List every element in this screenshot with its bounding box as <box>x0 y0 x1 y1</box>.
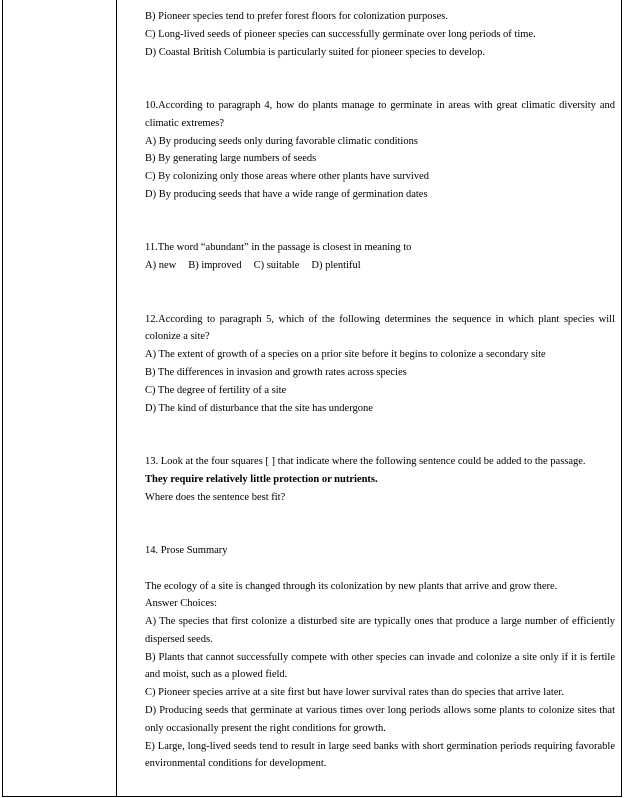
q14-choice-d: D) Producing seeds that germinate at various times over long periods allows some plants to colonize sites that only occasionally present the right conditions for growth. <box>145 705 615 734</box>
q12-question: 12.According to paragraph 5, which of the following determines the sequence in which plant species will colonize a site? <box>145 313 615 343</box>
q14-choice-c: C) Pioneer species arrive at a site first but have lower survival rates than do species that arrive later. <box>145 687 564 699</box>
q10-option-a: A) By producing seeds only during favorable climatic conditions <box>145 135 418 147</box>
q14-intro: The ecology of a site is changed through its colonization by new plants that arrive and grow there. <box>145 580 558 592</box>
q9-option-b: B) Pioneer species tend to prefer forest floors for colonization purposes. <box>145 11 448 22</box>
q14-choices-label: Answer Choices: <box>145 598 218 610</box>
q13-question: 13. Look at the four squares [ ] that indicate where the following sentence could be added to the passage. <box>145 455 586 467</box>
q11-option-b: B) improved <box>188 260 242 272</box>
q10-option-c: C) By colonizing only those areas where other plants have survived <box>145 171 430 183</box>
questions-column <box>145 8 615 773</box>
document-table <box>2 0 622 797</box>
q11-option-c: C) suitable <box>253 260 300 272</box>
q13-sentence: They require relatively little protection or nutrients. <box>145 473 378 485</box>
q11-option-d: D) plentiful <box>311 260 361 272</box>
column-divider <box>116 0 117 796</box>
q14-title: 14. Prose Summary <box>145 544 228 556</box>
q12-option-a: A) The extent of growth of a species on a prior site before it begins to colonize a secondary site <box>145 349 546 361</box>
q11-question: 11.The word “abundant” in the passage is closest in meaning to <box>145 242 412 254</box>
q12-option-d: D) The kind of disturbance that the site has undergone <box>145 402 373 414</box>
q9-option-c: C) Long-lived seeds of pioneer species can successfully germinate over long periods of time. <box>145 28 536 40</box>
q11-options <box>145 257 615 275</box>
q14-choice-e: E) Large, long-lived seeds tend to result in large seed banks with short germination periods requiring favorable environmental conditions for development. <box>145 740 615 770</box>
q10-question: 10.According to paragraph 4, how do plants manage to germinate in areas with great climatic diversity and climatic extremes? <box>145 99 615 129</box>
q13-prompt: Where does the sentence best fit? <box>145 491 286 503</box>
q9-option-d: D) Coastal British Columbia is particularly suited for pioneer species to develop. <box>145 46 486 58</box>
q10-option-d: D) By producing seeds that have a wide range of germination dates <box>145 188 428 200</box>
q12-option-c: C) The degree of fertility of a site <box>145 384 287 396</box>
q10-option-b: B) By generating large numbers of seeds <box>145 153 317 165</box>
q14-choice-b: B) Plants that cannot successfully compete with other species can invade and colonize a site only if it is fertile and moist, such as a plowed field. <box>145 651 615 681</box>
q14-choice-a: A) The species that first colonize a disturbed site are typically ones that produce a large number of efficiently dispersed seeds. <box>145 616 615 645</box>
q12-option-b: B) The differences in invasion and growth rates across species <box>145 366 407 378</box>
q11-option-a: A) new <box>145 260 177 272</box>
